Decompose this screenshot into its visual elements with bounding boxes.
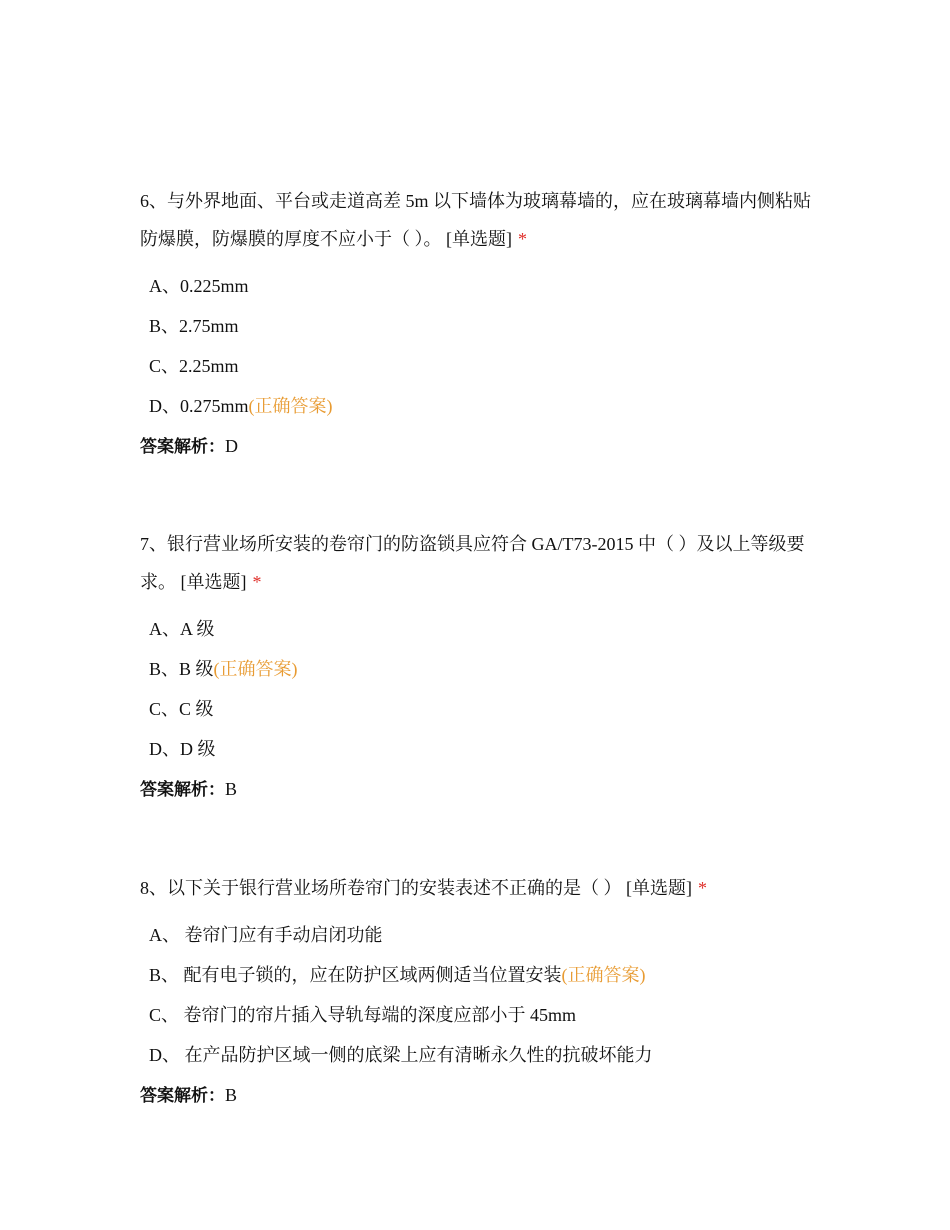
required-star: * [252, 572, 262, 592]
answer-analysis [140, 769, 820, 809]
option-b [140, 306, 820, 346]
option-d [140, 386, 820, 426]
question-text [140, 525, 820, 601]
question-6 [140, 182, 820, 466]
option-label: C、 卷帘门的帘片插入导轨每端的深度应部小于 45mm [149, 1005, 577, 1025]
question-text [140, 182, 820, 258]
option-a [140, 915, 820, 955]
option-label: D、0.275mm [149, 396, 249, 416]
required-star: * [518, 229, 527, 249]
option-label: A、0.225mm [149, 276, 249, 296]
question-text-content: 8、以下关于银行营业场所卷帘门的安装表述不正确的是（ ） [单选题] [140, 878, 692, 898]
option-label: B、B 级 [149, 659, 214, 679]
option-label: D、 在产品防护区域一侧的底梁上应有清晰永久性的抗破坏能力 [149, 1045, 653, 1065]
option-c [140, 995, 820, 1035]
answer-analysis [140, 426, 820, 466]
question-text-content: 6、与外界地面、平台或走道高差 5m 以下墙体为玻璃幕墙的，应在玻璃幕墙内侧粘贴防爆膜，防爆膜的厚度不应小于（ ）。 [单选题] [140, 191, 811, 249]
option-d [140, 1035, 820, 1075]
option-label: D、D 级 [149, 739, 216, 759]
analysis-label: 答案解析： [140, 1086, 225, 1106]
option-a [140, 609, 820, 649]
analysis-answer: B [225, 1085, 238, 1105]
analysis-answer: B [225, 779, 238, 799]
option-a [140, 266, 820, 306]
question-text-content: 7、银行营业场所安装的卷帘门的防盗锁具应符合 GA/T73-2015 中（ ）及以上等级要求。 [单选题] [140, 534, 805, 592]
option-label: A、 卷帘门应有手动启闭功能 [149, 925, 383, 945]
option-list [140, 915, 820, 1075]
required-star: * [698, 878, 707, 898]
option-label: C、C 级 [149, 699, 214, 719]
option-label: C、2.25mm [149, 356, 239, 376]
correct-answer-tag: (正确答案) [213, 659, 298, 679]
analysis-answer: D [225, 436, 238, 456]
answer-analysis [140, 1075, 820, 1115]
correct-answer-tag: (正确答案) [561, 965, 646, 985]
analysis-label: 答案解析： [140, 437, 225, 457]
option-d [140, 729, 820, 769]
option-list [140, 609, 820, 769]
option-c [140, 346, 820, 386]
question-7 [140, 525, 820, 809]
question-text [140, 869, 820, 907]
analysis-label: 答案解析： [140, 780, 225, 800]
option-label: B、2.75mm [149, 316, 239, 336]
option-label: A、A 级 [149, 619, 215, 639]
option-b [140, 955, 820, 995]
option-list [140, 266, 820, 426]
option-label: B、 配有电子锁的，应在防护区域两侧适当位置安装 [149, 965, 562, 985]
option-c [140, 689, 820, 729]
correct-answer-tag: (正确答案) [248, 396, 333, 416]
option-b [140, 649, 820, 689]
question-8 [140, 869, 820, 1115]
